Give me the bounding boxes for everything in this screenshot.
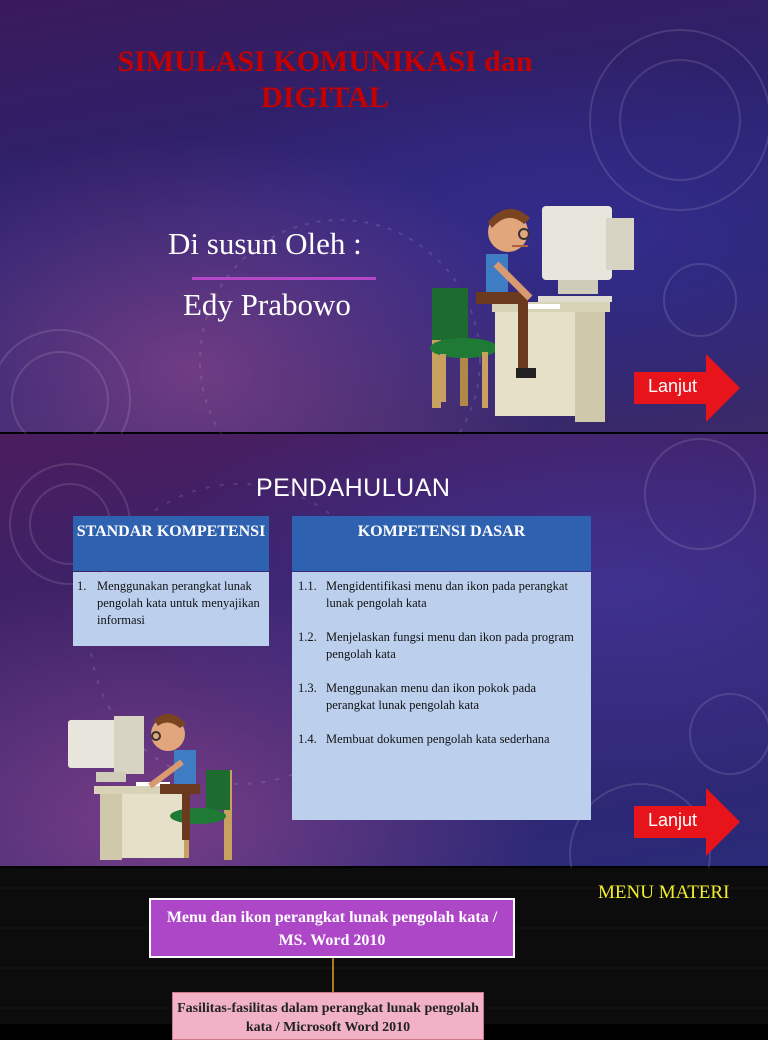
item-number: 1.1. <box>298 579 317 593</box>
list-item <box>292 578 591 612</box>
kompetensi-dasar-body <box>292 572 591 820</box>
kompetensi-dasar-heading: KOMPETENSI DASAR <box>292 516 591 571</box>
author-name: Edy Prabowo <box>183 287 351 322</box>
item-number: 1. <box>77 579 87 593</box>
item-text: Membuat dokumen pengolah kata sederhana <box>326 732 550 746</box>
item-number: 1.2. <box>298 630 317 644</box>
person-at-computer-illustration <box>66 712 246 862</box>
item-text: Menjelaskan fungsi menu dan ikon pada program pengolah kata <box>326 630 574 661</box>
intro-slide <box>0 434 768 866</box>
divider <box>192 277 376 280</box>
standar-kompetensi-heading: STANDAR KOMPETENSI <box>73 516 269 571</box>
item-number: 1.3. <box>298 681 317 695</box>
list-item <box>292 731 591 748</box>
item-text: Menggunakan menu dan ikon pokok pada perangkat lunak pengolah kata <box>326 681 537 712</box>
title-slide <box>0 0 768 432</box>
list-item <box>73 572 269 629</box>
item-number: 1.4. <box>298 732 317 746</box>
next-button[interactable] <box>634 354 742 422</box>
author-label: Di susun Oleh : <box>168 226 362 261</box>
slide-title: SIMULASI KOMUNIKASI dan DIGITAL <box>117 45 533 114</box>
menu-materi-slide <box>0 868 768 1035</box>
list-item <box>292 680 591 714</box>
standar-kompetensi-body <box>73 572 269 646</box>
slide-title: PENDAHULUAN <box>256 474 451 502</box>
item-text: Menggunakan perangkat lunak pengolah kata untuk menyajikan informasi <box>97 579 260 627</box>
next-button-label: Lanjut <box>648 376 698 396</box>
materi-topic-1[interactable]: Menu dan ikon perangkat lunak pengolah kata / MS. Word 2010 <box>149 898 515 958</box>
next-button[interactable] <box>634 788 742 856</box>
next-button-label: Lanjut <box>648 810 698 830</box>
connector-line <box>332 958 334 992</box>
person-at-computer-illustration <box>420 196 650 431</box>
materi-topic-2[interactable]: Fasilitas-fasilitas dalam perangkat lunak pengolah kata / Microsoft Word 2010 <box>172 992 484 1040</box>
item-text: Mengidentifikasi menu dan ikon pada perangkat lunak pengolah kata <box>326 579 568 610</box>
menu-materi-heading: MENU MATERI <box>598 882 730 903</box>
list-item <box>292 629 591 663</box>
